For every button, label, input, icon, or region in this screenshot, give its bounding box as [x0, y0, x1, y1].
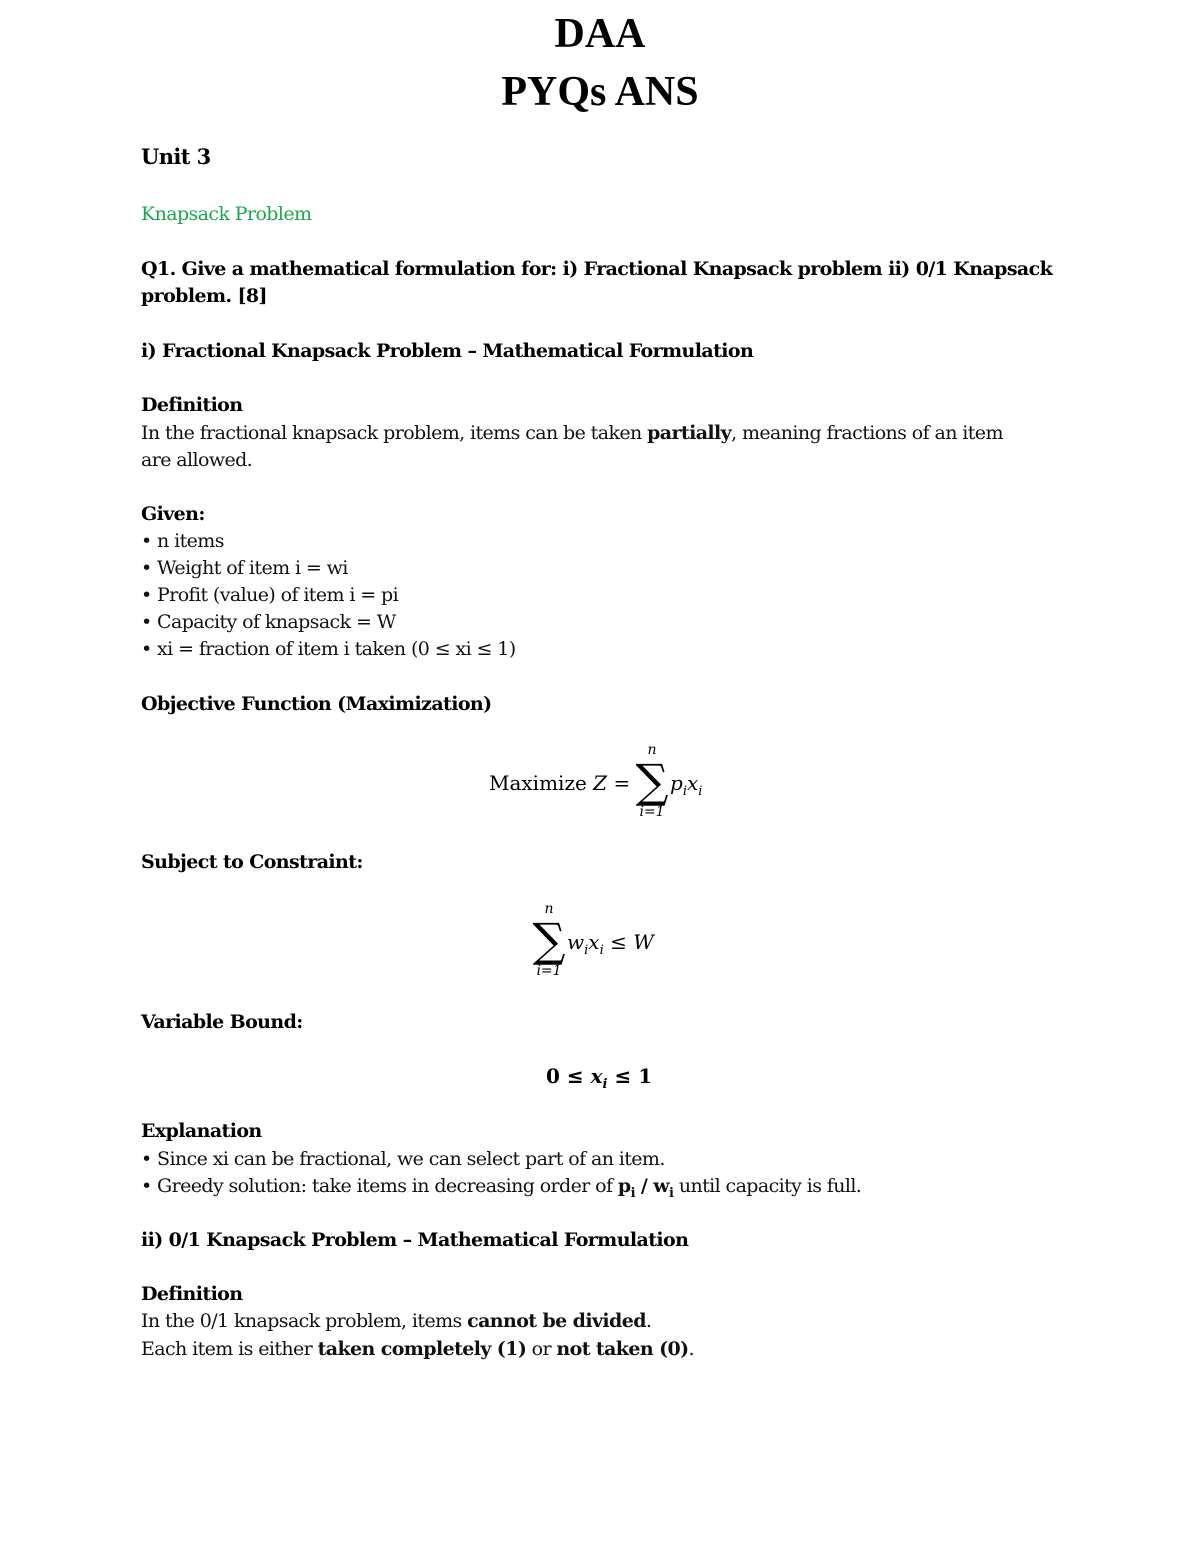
- bound-heading: Variable Bound:: [141, 1011, 303, 1033]
- zero-one-definition-line1: In the 0/1 knapsack problem, items cannot be divided.: [141, 1310, 652, 1332]
- given-item: • Profit (value) of item i = pi: [141, 584, 399, 606]
- topic-heading: Knapsack Problem: [141, 203, 312, 225]
- document-title-line2: PYQs ANS: [501, 69, 699, 115]
- zero-one-heading: ii) 0/1 Knapsack Problem – Mathematical Formulation: [141, 1229, 689, 1251]
- given-item: • Weight of item i = wi: [141, 557, 348, 579]
- constraint-summation: n ∑ i=1: [527, 901, 571, 979]
- document-title-line1: DAA: [554, 11, 646, 57]
- partially-emphasis: partially: [647, 422, 732, 444]
- question-line1: Q1. Give a mathematical formulation for: i) Fractional Knapsack problem ii) 0/1 Knapsack: [141, 258, 1053, 280]
- objective-heading: Objective Function (Maximization): [141, 693, 492, 715]
- summation-icon: ∑: [635, 754, 669, 808]
- summation-icon: ∑: [532, 913, 566, 967]
- question-line2: problem. [8]: [141, 285, 267, 307]
- explanation-item: • Greedy solution: take items in decreasing order of $p_i / w_i$ until capacity is full.: [141, 1175, 862, 1201]
- given-item: • n items: [141, 530, 224, 552]
- objective-summation: n ∑ i=1: [630, 742, 674, 820]
- unit-heading: Unit 3: [141, 144, 211, 169]
- explanation-item: • Since xi can be fractional, we can select part of an item.: [141, 1148, 665, 1170]
- fractional-heading: i) Fractional Knapsack Problem – Mathematical Formulation: [141, 340, 754, 362]
- given-item: • xi = fraction of item i taken (0 ≤ xi ≤ 1): [141, 638, 516, 660]
- zero-one-definition-heading: Definition: [141, 1283, 243, 1305]
- given-heading: Given:: [141, 503, 205, 525]
- constraint-formula: $w_ix_i \le W$: [567, 930, 654, 958]
- given-item: • Capacity of knapsack = W: [141, 611, 396, 633]
- zero-one-definition-line2: Each item is either taken completely (1) or not taken (0).: [141, 1338, 694, 1360]
- objective-formula-term: $p_ix_i$: [670, 771, 703, 799]
- explanation-heading: Explanation: [141, 1120, 262, 1142]
- fractional-definition-line2: are allowed.: [141, 449, 253, 471]
- bound-formula: $0 \le x_i \le 1$: [546, 1064, 653, 1092]
- objective-formula-lhs: Maximize Z =: [489, 771, 631, 795]
- fractional-definition-heading: Definition: [141, 394, 243, 416]
- constraint-heading: Subject to Constraint:: [141, 851, 363, 873]
- fractional-definition-line1: In the fractional knapsack problem, items can be taken partially, meaning fractions of an item: [141, 422, 1003, 444]
